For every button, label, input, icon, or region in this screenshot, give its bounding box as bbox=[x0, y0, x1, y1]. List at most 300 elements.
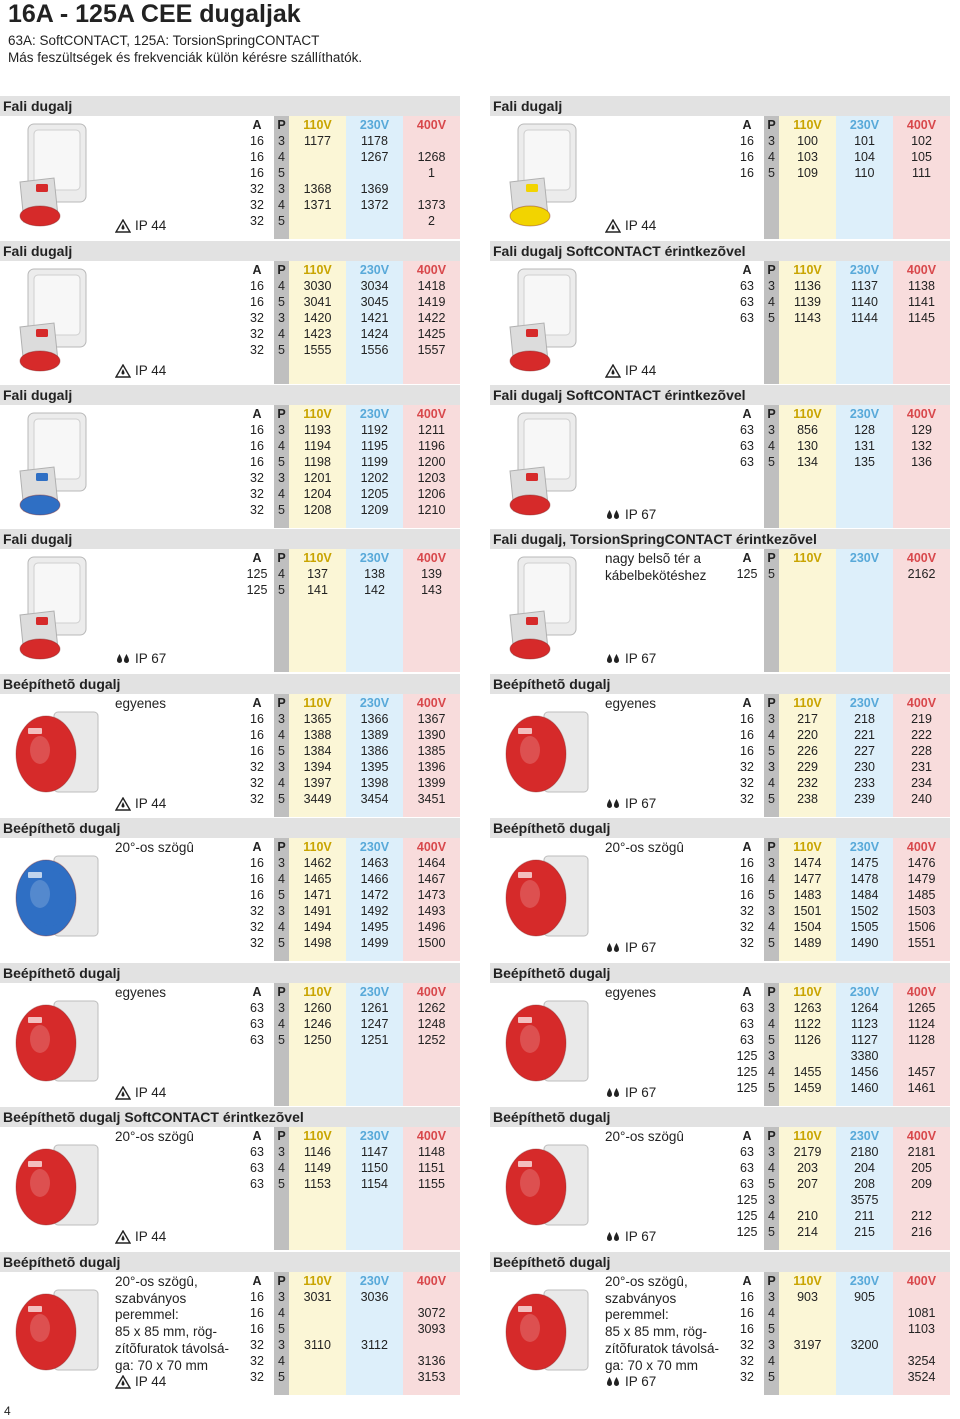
table-cell: 1465 bbox=[303, 872, 332, 886]
ip-rating bbox=[115, 796, 166, 811]
table-cell: 1422 bbox=[417, 311, 446, 325]
table-header-v110: 110V bbox=[303, 985, 332, 999]
section-body bbox=[0, 694, 460, 817]
product-section bbox=[490, 96, 950, 239]
table-cell: 135 bbox=[854, 455, 875, 469]
table-cell: 132 bbox=[911, 439, 932, 453]
table-header-a: A bbox=[252, 840, 262, 854]
order-number-table bbox=[240, 694, 460, 817]
table-cell: 905 bbox=[854, 1290, 875, 1304]
table-cell: 16 bbox=[740, 1306, 754, 1320]
table-cell: 5 bbox=[278, 503, 285, 517]
table-cell: 1367 bbox=[417, 712, 446, 726]
table-header-v400: 400V bbox=[416, 1129, 447, 1143]
table-cell: 5 bbox=[278, 744, 285, 758]
table-cell: 1203 bbox=[417, 471, 446, 485]
table-cell: 3 bbox=[278, 423, 285, 437]
table-cell: 4 bbox=[278, 1161, 285, 1175]
table-cell: 3034 bbox=[360, 279, 389, 293]
ip-rating-label: IP 67 bbox=[625, 1229, 657, 1244]
table-cell: 1389 bbox=[360, 728, 389, 742]
table-cell: 16 bbox=[740, 134, 754, 148]
table-row bbox=[730, 792, 950, 808]
table-row bbox=[240, 856, 460, 872]
double-drop-icon bbox=[115, 652, 131, 666]
product-image bbox=[496, 265, 596, 377]
table-cell: 3 bbox=[768, 760, 775, 774]
table-cell: 3449 bbox=[303, 792, 332, 806]
double-drop-icon bbox=[605, 797, 621, 811]
table-cell: 1193 bbox=[304, 423, 331, 437]
table-row bbox=[240, 1338, 460, 1354]
table-cell: 1490 bbox=[850, 936, 879, 950]
table-header-p: P bbox=[277, 263, 286, 277]
table-row bbox=[240, 712, 460, 728]
table-row bbox=[240, 776, 460, 792]
table-cell: 1494 bbox=[303, 920, 332, 934]
table-header-v230: 230V bbox=[849, 840, 880, 854]
table-cell: 1457 bbox=[907, 1065, 936, 1079]
table-cell: 226 bbox=[797, 744, 818, 758]
socket-product-image bbox=[6, 409, 106, 521]
table-header-row bbox=[730, 263, 950, 278]
product-section bbox=[0, 529, 460, 672]
table-cell: 16 bbox=[250, 134, 264, 148]
table-cell: 3 bbox=[768, 134, 775, 148]
table-cell: 1124 bbox=[908, 1017, 935, 1031]
table-row bbox=[240, 279, 460, 295]
product-section bbox=[490, 1252, 950, 1395]
ip-rating bbox=[605, 796, 656, 811]
table-header-v400: 400V bbox=[906, 985, 937, 999]
table-cell: 5 bbox=[278, 888, 285, 902]
table-cell: 32 bbox=[250, 776, 264, 790]
table-cell: 1143 bbox=[794, 311, 821, 325]
table-cell: 1210 bbox=[417, 503, 446, 517]
table-header-row bbox=[240, 1274, 460, 1289]
table-header-v110: 110V bbox=[303, 407, 332, 421]
table-header-p: P bbox=[277, 1129, 286, 1143]
table-cell: 1246 bbox=[303, 1017, 332, 1031]
socket-product-image bbox=[496, 1131, 596, 1243]
table-cell: 217 bbox=[797, 712, 818, 726]
table-cell: 212 bbox=[911, 1209, 932, 1223]
table-header-a: A bbox=[252, 407, 262, 421]
drop-triangle-icon bbox=[115, 1230, 131, 1244]
table-cell: 5 bbox=[278, 936, 285, 950]
table-cell: 1153 bbox=[304, 1177, 331, 1191]
table-cell: 32 bbox=[250, 920, 264, 934]
drop-triangle-icon bbox=[115, 797, 131, 811]
table-cell: 2179 bbox=[793, 1145, 822, 1159]
section-body bbox=[0, 261, 460, 384]
table-row bbox=[240, 503, 460, 519]
table-header-a: A bbox=[742, 551, 752, 565]
product-description: egyenes bbox=[115, 696, 167, 711]
table-cell: 1208 bbox=[303, 503, 332, 517]
table-cell: 1421 bbox=[360, 311, 389, 325]
table-header-v110: 110V bbox=[793, 696, 822, 710]
table-row bbox=[730, 1322, 950, 1338]
table-cell: 5 bbox=[768, 1081, 775, 1095]
table-cell: 4 bbox=[768, 439, 775, 453]
table-cell: 137 bbox=[307, 567, 328, 581]
table-cell: 1150 bbox=[361, 1161, 388, 1175]
table-cell: 3 bbox=[278, 904, 285, 918]
table-cell: 16 bbox=[740, 1290, 754, 1304]
table-header-v230: 230V bbox=[359, 985, 390, 999]
order-number-table bbox=[240, 116, 460, 239]
table-cell: 142 bbox=[364, 583, 385, 597]
table-cell: 125 bbox=[736, 1225, 758, 1239]
table-cell: 16 bbox=[250, 166, 264, 180]
table-cell: 3 bbox=[768, 1001, 775, 1015]
table-cell: 1267 bbox=[360, 150, 389, 164]
table-header-a: A bbox=[252, 551, 262, 565]
section-body bbox=[490, 116, 950, 239]
socket-product-image bbox=[6, 120, 106, 232]
table-header-p: P bbox=[767, 407, 776, 421]
product-image bbox=[6, 1276, 106, 1388]
table-cell: 4 bbox=[278, 198, 285, 212]
table-cell: 4 bbox=[768, 920, 775, 934]
table-header-row bbox=[240, 985, 460, 1000]
table-cell: 3072 bbox=[417, 1306, 446, 1320]
table-row bbox=[730, 904, 950, 920]
page-number: 4 bbox=[4, 1404, 11, 1418]
table-row bbox=[730, 150, 950, 166]
table-row bbox=[730, 166, 950, 182]
table-cell: 4 bbox=[278, 327, 285, 341]
table-cell: 1268 bbox=[417, 150, 446, 164]
table-cell: 1264 bbox=[850, 1001, 879, 1015]
order-number-table bbox=[730, 1127, 950, 1250]
table-cell: 1262 bbox=[417, 1001, 446, 1015]
product-section bbox=[490, 241, 950, 384]
table-header-v230: 230V bbox=[849, 985, 880, 999]
socket-product-image bbox=[6, 265, 106, 377]
ip-rating-label: IP 44 bbox=[135, 1229, 167, 1244]
table-row bbox=[240, 455, 460, 471]
table-row bbox=[730, 1145, 950, 1161]
product-image bbox=[496, 409, 596, 521]
table-header-row bbox=[730, 840, 950, 855]
table-cell: 1148 bbox=[418, 1145, 445, 1159]
table-cell: 1464 bbox=[417, 856, 446, 870]
table-header-row bbox=[240, 263, 460, 278]
socket-product-image bbox=[496, 1276, 596, 1388]
product-section bbox=[490, 674, 950, 817]
table-cell: 4 bbox=[768, 1209, 775, 1223]
table-header-p: P bbox=[767, 1274, 776, 1288]
table-header-v110: 110V bbox=[303, 696, 332, 710]
table-cell: 3 bbox=[278, 856, 285, 870]
table-row bbox=[730, 1193, 950, 1209]
table-row bbox=[240, 1322, 460, 1338]
table-cell: 134 bbox=[797, 455, 818, 469]
table-cell: 16 bbox=[740, 712, 754, 726]
table-cell: 3197 bbox=[793, 1338, 822, 1352]
table-row bbox=[240, 1290, 460, 1306]
table-cell: 16 bbox=[250, 279, 264, 293]
table-row bbox=[240, 1354, 460, 1370]
table-cell: 1147 bbox=[361, 1145, 388, 1159]
table-row bbox=[730, 1338, 950, 1354]
order-number-table bbox=[240, 838, 460, 961]
ip-rating bbox=[605, 651, 656, 666]
product-description: 20°-os szögû bbox=[605, 1129, 684, 1144]
table-cell: 1154 bbox=[361, 1177, 388, 1191]
table-cell: 1419 bbox=[417, 295, 446, 309]
table-header-row bbox=[240, 551, 460, 566]
table-cell: 1178 bbox=[361, 134, 388, 148]
table-cell: 130 bbox=[797, 439, 818, 453]
table-row bbox=[730, 920, 950, 936]
product-section bbox=[0, 241, 460, 384]
table-cell: 232 bbox=[797, 776, 818, 790]
table-cell: 4 bbox=[768, 1161, 775, 1175]
table-cell: 32 bbox=[740, 1338, 754, 1352]
table-row bbox=[730, 760, 950, 776]
table-row bbox=[240, 920, 460, 936]
table-row bbox=[730, 295, 950, 311]
table-cell: 63 bbox=[740, 295, 754, 309]
table-cell: 1263 bbox=[793, 1001, 822, 1015]
socket-product-image bbox=[496, 842, 596, 954]
table-cell: 4 bbox=[768, 728, 775, 742]
table-cell: 138 bbox=[364, 567, 385, 581]
table-cell: 4 bbox=[278, 920, 285, 934]
table-cell: 1372 bbox=[360, 198, 389, 212]
table-cell: 1195 bbox=[361, 439, 388, 453]
table-cell: 1502 bbox=[850, 904, 879, 918]
table-cell: 1551 bbox=[907, 936, 936, 950]
table-header-v400: 400V bbox=[906, 840, 937, 854]
table-row bbox=[240, 792, 460, 808]
table-cell: 1505 bbox=[850, 920, 879, 934]
table-row bbox=[730, 1001, 950, 1017]
section-body bbox=[490, 1272, 950, 1395]
ip-rating-label: IP 67 bbox=[625, 940, 657, 955]
drop-triangle-icon bbox=[115, 1086, 131, 1100]
table-header-v230: 230V bbox=[849, 1274, 880, 1288]
table-row bbox=[730, 712, 950, 728]
section-title: Fali dugalj bbox=[0, 96, 460, 116]
table-cell: 1247 bbox=[360, 1017, 389, 1031]
table-cell: 32 bbox=[250, 311, 264, 325]
table-cell: 5 bbox=[768, 311, 775, 325]
table-row bbox=[240, 728, 460, 744]
table-cell: 63 bbox=[740, 423, 754, 437]
product-image bbox=[6, 987, 106, 1099]
table-cell: 16 bbox=[250, 150, 264, 164]
table-cell: 1456 bbox=[850, 1065, 879, 1079]
table-row bbox=[240, 1145, 460, 1161]
table-header-row bbox=[730, 985, 950, 1000]
order-number-table bbox=[240, 405, 460, 528]
table-row bbox=[240, 1306, 460, 1322]
table-cell: 3 bbox=[768, 856, 775, 870]
table-header-v110: 110V bbox=[303, 551, 332, 565]
table-cell: 3200 bbox=[850, 1338, 879, 1352]
table-header-p: P bbox=[277, 696, 286, 710]
table-cell: 5 bbox=[278, 455, 285, 469]
table-cell: 3031 bbox=[303, 1290, 332, 1304]
table-cell: 5 bbox=[278, 1370, 285, 1384]
table-cell: 105 bbox=[911, 150, 932, 164]
table-row bbox=[730, 311, 950, 327]
table-cell: 3451 bbox=[417, 792, 446, 806]
table-row bbox=[240, 198, 460, 214]
socket-product-image bbox=[496, 265, 596, 377]
table-cell: 3 bbox=[768, 1338, 775, 1352]
table-cell: 218 bbox=[854, 712, 875, 726]
table-header-v400: 400V bbox=[416, 985, 447, 999]
product-description: nagy belsõ tér a kábelbekötéshez bbox=[605, 551, 707, 583]
table-cell: 125 bbox=[246, 567, 268, 581]
table-cell: 32 bbox=[740, 1354, 754, 1368]
section-body bbox=[490, 983, 950, 1106]
table-cell: 211 bbox=[854, 1209, 875, 1223]
table-cell: 4 bbox=[768, 1065, 775, 1079]
product-section bbox=[490, 1107, 950, 1250]
table-row bbox=[730, 1177, 950, 1193]
table-cell: 63 bbox=[250, 1145, 264, 1159]
table-header-v230: 230V bbox=[359, 407, 390, 421]
ip-rating-label: IP 67 bbox=[625, 1085, 657, 1100]
table-cell: 1420 bbox=[303, 311, 332, 325]
table-cell: 100 bbox=[797, 134, 818, 148]
socket-product-image bbox=[496, 409, 596, 521]
table-cell: 3 bbox=[768, 1145, 775, 1159]
table-cell: 4 bbox=[768, 776, 775, 790]
table-header-v400: 400V bbox=[416, 551, 447, 565]
table-cell: 111 bbox=[911, 166, 931, 180]
table-cell: 220 bbox=[797, 728, 818, 742]
table-cell: 1557 bbox=[417, 343, 446, 357]
table-cell: 63 bbox=[250, 1033, 264, 1047]
double-drop-icon bbox=[605, 508, 621, 522]
table-cell: 4 bbox=[278, 567, 285, 581]
table-cell: 3 bbox=[278, 712, 285, 726]
table-cell: 1251 bbox=[360, 1033, 389, 1047]
table-cell: 3254 bbox=[907, 1354, 936, 1368]
table-cell: 1473 bbox=[417, 888, 446, 902]
ip-rating-label: IP 44 bbox=[625, 363, 657, 378]
table-cell: 230 bbox=[854, 760, 875, 774]
table-row bbox=[730, 1065, 950, 1081]
page-title: 16A - 125A CEE dugaljak bbox=[8, 0, 301, 28]
table-row bbox=[240, 904, 460, 920]
ip-rating-label: IP 44 bbox=[135, 1374, 167, 1389]
table-cell: 1103 bbox=[908, 1322, 935, 1336]
table-cell: 1192 bbox=[361, 423, 388, 437]
ip-rating-label: IP 44 bbox=[135, 796, 167, 811]
table-row bbox=[730, 1081, 950, 1097]
table-cell: 1501 bbox=[793, 904, 822, 918]
table-cell: 16 bbox=[740, 166, 754, 180]
drop-triangle-icon bbox=[115, 1375, 131, 1389]
table-cell: 1388 bbox=[303, 728, 332, 742]
table-cell: 5 bbox=[278, 1177, 285, 1191]
table-cell: 1398 bbox=[360, 776, 389, 790]
table-cell: 208 bbox=[854, 1177, 875, 1191]
table-row bbox=[240, 439, 460, 455]
ip-rating bbox=[115, 363, 166, 378]
product-description: 20°-os szögû bbox=[115, 840, 194, 855]
table-cell: 4 bbox=[768, 150, 775, 164]
table-header-v400: 400V bbox=[906, 407, 937, 421]
section-title: Fali dugalj bbox=[490, 96, 950, 116]
table-cell: 16 bbox=[250, 1306, 264, 1320]
table-cell: 204 bbox=[854, 1161, 875, 1175]
table-cell: 1145 bbox=[908, 311, 935, 325]
table-cell: 102 bbox=[911, 134, 932, 148]
table-cell: 856 bbox=[797, 423, 818, 437]
socket-product-image bbox=[496, 987, 596, 1099]
table-cell: 16 bbox=[740, 872, 754, 886]
table-cell: 3 bbox=[768, 904, 775, 918]
table-cell: 1128 bbox=[908, 1033, 935, 1047]
table-cell: 1500 bbox=[417, 936, 446, 950]
section-body bbox=[490, 694, 950, 817]
table-cell: 5 bbox=[768, 1177, 775, 1191]
table-cell: 16 bbox=[250, 455, 264, 469]
table-cell: 136 bbox=[911, 455, 932, 469]
table-row bbox=[730, 1370, 950, 1386]
table-row bbox=[240, 327, 460, 343]
table-cell: 4 bbox=[278, 1017, 285, 1031]
table-cell: 1396 bbox=[417, 760, 446, 774]
table-header-v230: 230V bbox=[849, 118, 880, 132]
table-cell: 16 bbox=[740, 888, 754, 902]
table-cell: 1424 bbox=[360, 327, 389, 341]
table-row bbox=[240, 166, 460, 182]
table-cell: 1484 bbox=[850, 888, 879, 902]
table-cell: 63 bbox=[740, 279, 754, 293]
socket-product-image bbox=[6, 842, 106, 954]
table-header-p: P bbox=[277, 985, 286, 999]
table-cell: 228 bbox=[911, 744, 932, 758]
table-cell: 210 bbox=[797, 1209, 818, 1223]
table-cell: 1136 bbox=[794, 279, 821, 293]
section-title: Beépíthetõ dugalj bbox=[0, 674, 460, 694]
table-cell: 2180 bbox=[850, 1145, 879, 1159]
section-title: Beépíthetõ dugalj bbox=[490, 1252, 950, 1272]
section-body bbox=[0, 983, 460, 1106]
table-cell: 5 bbox=[278, 214, 285, 228]
table-cell: 63 bbox=[250, 1001, 264, 1015]
table-cell: 3 bbox=[768, 279, 775, 293]
product-section bbox=[0, 674, 460, 817]
table-cell: 1467 bbox=[417, 872, 446, 886]
table-cell: 32 bbox=[250, 1338, 264, 1352]
table-cell: 16 bbox=[250, 439, 264, 453]
table-header-v110: 110V bbox=[303, 263, 332, 277]
table-cell: 1493 bbox=[417, 904, 446, 918]
table-cell: 1476 bbox=[907, 856, 936, 870]
table-cell: 101 bbox=[854, 134, 875, 148]
table-row bbox=[240, 134, 460, 150]
table-cell: 125 bbox=[736, 1081, 758, 1095]
table-cell: 1155 bbox=[418, 1177, 445, 1191]
table-cell: 1483 bbox=[793, 888, 822, 902]
order-number-table bbox=[730, 549, 950, 672]
order-number-table bbox=[240, 261, 460, 384]
table-cell: 1475 bbox=[850, 856, 879, 870]
table-header-v230: 230V bbox=[359, 840, 390, 854]
table-cell: 3524 bbox=[907, 1370, 936, 1384]
